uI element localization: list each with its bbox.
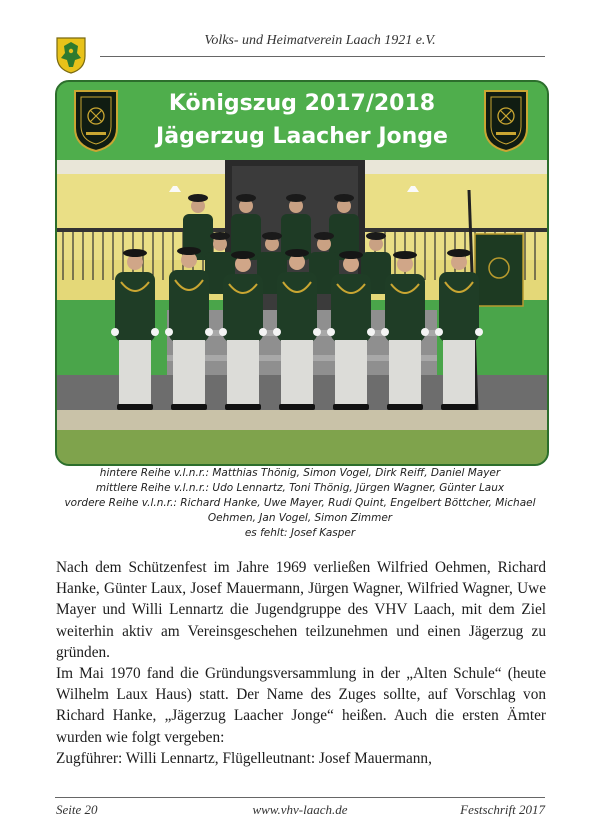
coat-of-arms-icon xyxy=(55,36,87,74)
paragraph: Nach dem Schützenfest im Jahre 1969 verließen Wilfried Oehmen, Richard Hanke, Günter Laux, Josef Mauermann, Jürgen Wagner, Wilfried Wagner, Uwe Mayer und Willi Lennartz die Jugendgruppe des VHV Laach, mit dem Ziel weiterhin aktiv am Vereinsgeschehen teilzunehmen und einen Jägerzug zu gründen. xyxy=(56,559,546,661)
banner-title-line2: Jägerzug Laacher Jonge xyxy=(156,124,448,149)
footer-divider xyxy=(55,797,545,798)
group-photo xyxy=(57,160,547,464)
caption-line: es fehlt: Josef Kasper xyxy=(244,527,356,539)
banner-title-line1: Königszug 2017/2018 xyxy=(168,91,436,116)
header-title: Volks- und Heimatverein Laach 1921 e.V. xyxy=(204,33,436,48)
website-url[interactable]: www.vhv-laach.de xyxy=(252,802,348,817)
article-body xyxy=(56,557,546,769)
photo-caption xyxy=(60,466,540,541)
photo-card xyxy=(55,80,549,466)
caption-line: mittlere Reihe v.l.n.r.: Udo Lennartz, Toni Thönig, Jürgen Wagner, Günter Laux xyxy=(95,482,505,494)
paragraph: Im Mai 1970 fand die Gründungsversammlung in der „Alten Schule“ (heute Wilhelm Laux Haus) statt. Der Name des Zuges sollte, auf Vorschlag von Richard Hanke, „Jägerzug Laacher Jonge“ heißen. Auch die ersten Ämter wurden wie folgt vergeben: xyxy=(56,665,546,746)
header-divider xyxy=(100,56,545,57)
photo-banner xyxy=(57,82,547,160)
publication-name: Festschrift 2017 xyxy=(460,802,545,817)
paragraph: Zugführer: Willi Lennartz, Flügelleutnant: Josef Mauermann, xyxy=(56,749,432,767)
caption-line: Oehmen, Jan Vogel, Simon Zimmer xyxy=(207,512,393,524)
caption-line: hintere Reihe v.l.n.r.: Matthias Thönig, Simon Vogel, Dirk Reiff, Daniel Mayer xyxy=(99,467,501,479)
caption-line: vordere Reihe v.l.n.r.: Richard Hanke, Uwe Mayer, Rudi Quint, Engelbert Böttcher, Michael xyxy=(64,497,536,509)
club-emblem-right-icon xyxy=(482,88,530,154)
page-number: Seite 20 xyxy=(56,802,98,817)
